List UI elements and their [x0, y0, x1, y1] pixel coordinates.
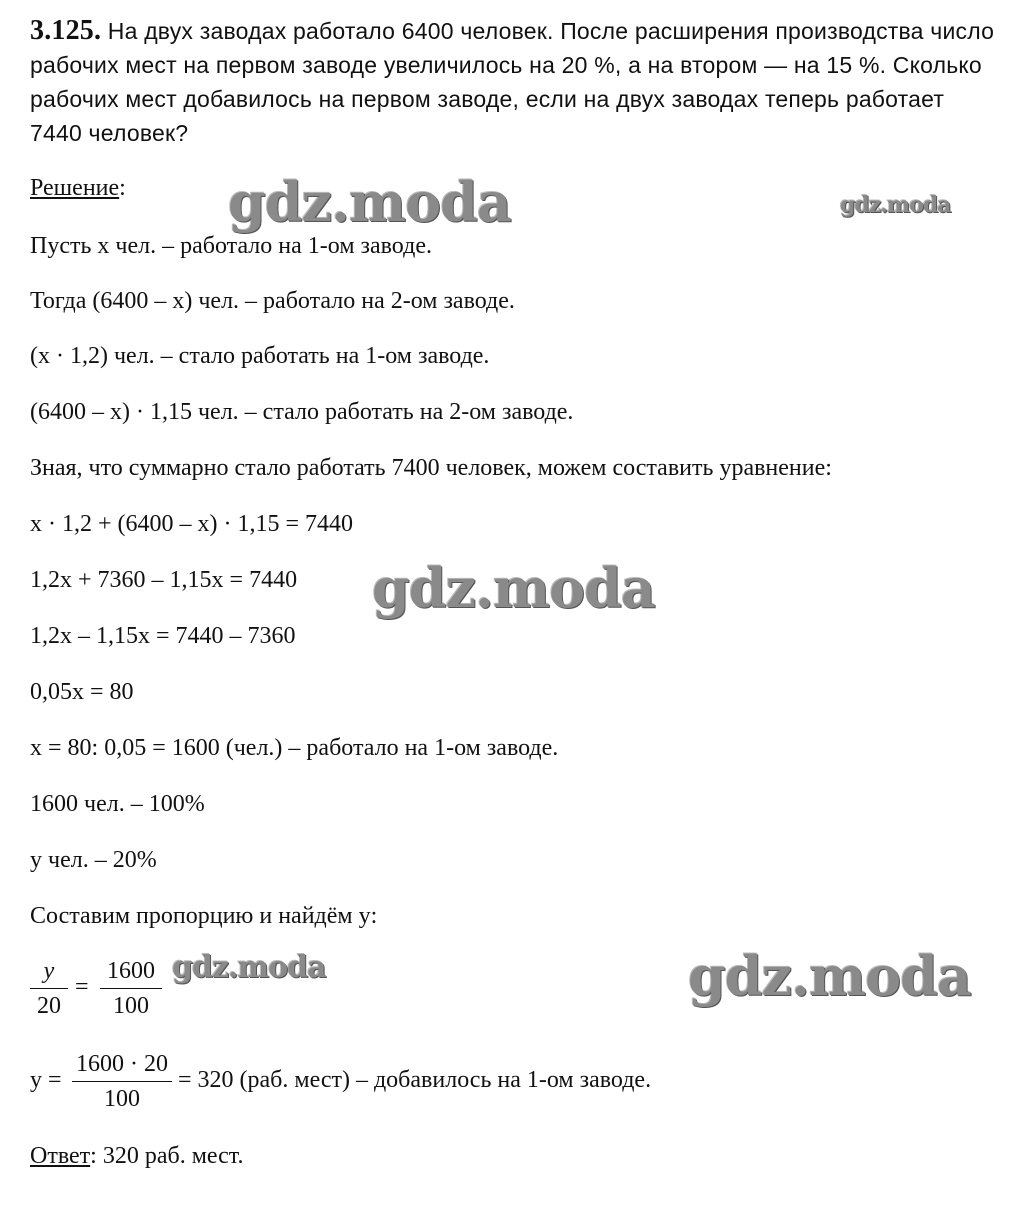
answer-label: Ответ — [30, 1143, 91, 1169]
ratio-line-2: y чел. – 20% — [30, 847, 157, 873]
equation-line-3: 1,2x – 1,15x = 7440 – 7360 — [30, 623, 296, 649]
fraction-numerator: 1600 — [107, 958, 155, 984]
answer-line — [30, 1141, 243, 1171]
watermark-logo: gdz.moda — [688, 944, 971, 1008]
solution-line-5: Зная, что суммарно стало работать 7400 человек, можем составить уравнение: — [30, 455, 832, 481]
result-suffix: = 320 (раб. мест) – добавилось на 1-ом заводе. — [178, 1067, 652, 1093]
solution-line-2: Тогда (6400 – x) чел. – работало на 2-ом заводе. — [30, 288, 515, 314]
watermark-logo: gdz.moda — [228, 170, 511, 234]
problem-text: На двух заводах работало 6400 человек. После расширения производства число рабочих мест на первом заводе увеличилось на 20 %, а на втором — на 15 %. Сколько рабочих мест добавилось на первом заводе, если на двух заводах теперь работает 7440 человек? — [30, 18, 995, 146]
solution-heading-line — [30, 173, 126, 203]
watermark-logo: gdz.moda — [372, 556, 655, 620]
watermark-logo: gdz.moda — [172, 950, 326, 985]
solution-line-4: (6400 – x) · 1,15 чел. – стало работать на 2-ом заводе. — [30, 399, 574, 425]
fraction-1600-over-100 — [100, 956, 162, 1021]
fraction-result — [72, 1049, 172, 1114]
fraction-numerator: 1600 · 20 — [76, 1051, 168, 1077]
fraction-denominator: 20 — [37, 993, 61, 1019]
problem-statement — [30, 14, 1000, 150]
fraction-numerator: y — [43, 958, 55, 984]
solution-heading: Решение — [30, 175, 120, 201]
answer-text: : 320 раб. мест. — [90, 1143, 244, 1169]
equation-line-2: 1,2x + 7360 – 1,15x = 7440 — [30, 567, 298, 593]
fraction-denominator: 100 — [104, 1086, 140, 1112]
problem-number: 3.125. — [30, 15, 102, 46]
equation-line-5: x = 80: 0,05 = 1600 (чел.) – работало на 1-ом заводе. — [30, 735, 559, 761]
proportion-equals: = — [75, 974, 89, 1000]
watermark-logo: gdz.moda — [840, 192, 951, 218]
solution-heading-colon: : — [119, 175, 126, 201]
equation-line-4: 0,05x = 80 — [30, 679, 134, 705]
solution-line-1: Пусть x чел. – работало на 1-ом заводе. — [30, 233, 432, 259]
fraction-y-over-20 — [30, 956, 68, 1021]
result-prefix: y = — [30, 1067, 62, 1093]
proportion-intro: Составим пропорцию и найдём y: — [30, 903, 378, 929]
solution-line-3: (x · 1,2) чел. – стало работать на 1-ом заводе. — [30, 343, 490, 369]
fraction-denominator: 100 — [113, 993, 149, 1019]
ratio-line-1: 1600 чел. – 100% — [30, 791, 205, 817]
equation-line-1: x · 1,2 + (6400 – x) · 1,15 = 7440 — [30, 511, 354, 537]
